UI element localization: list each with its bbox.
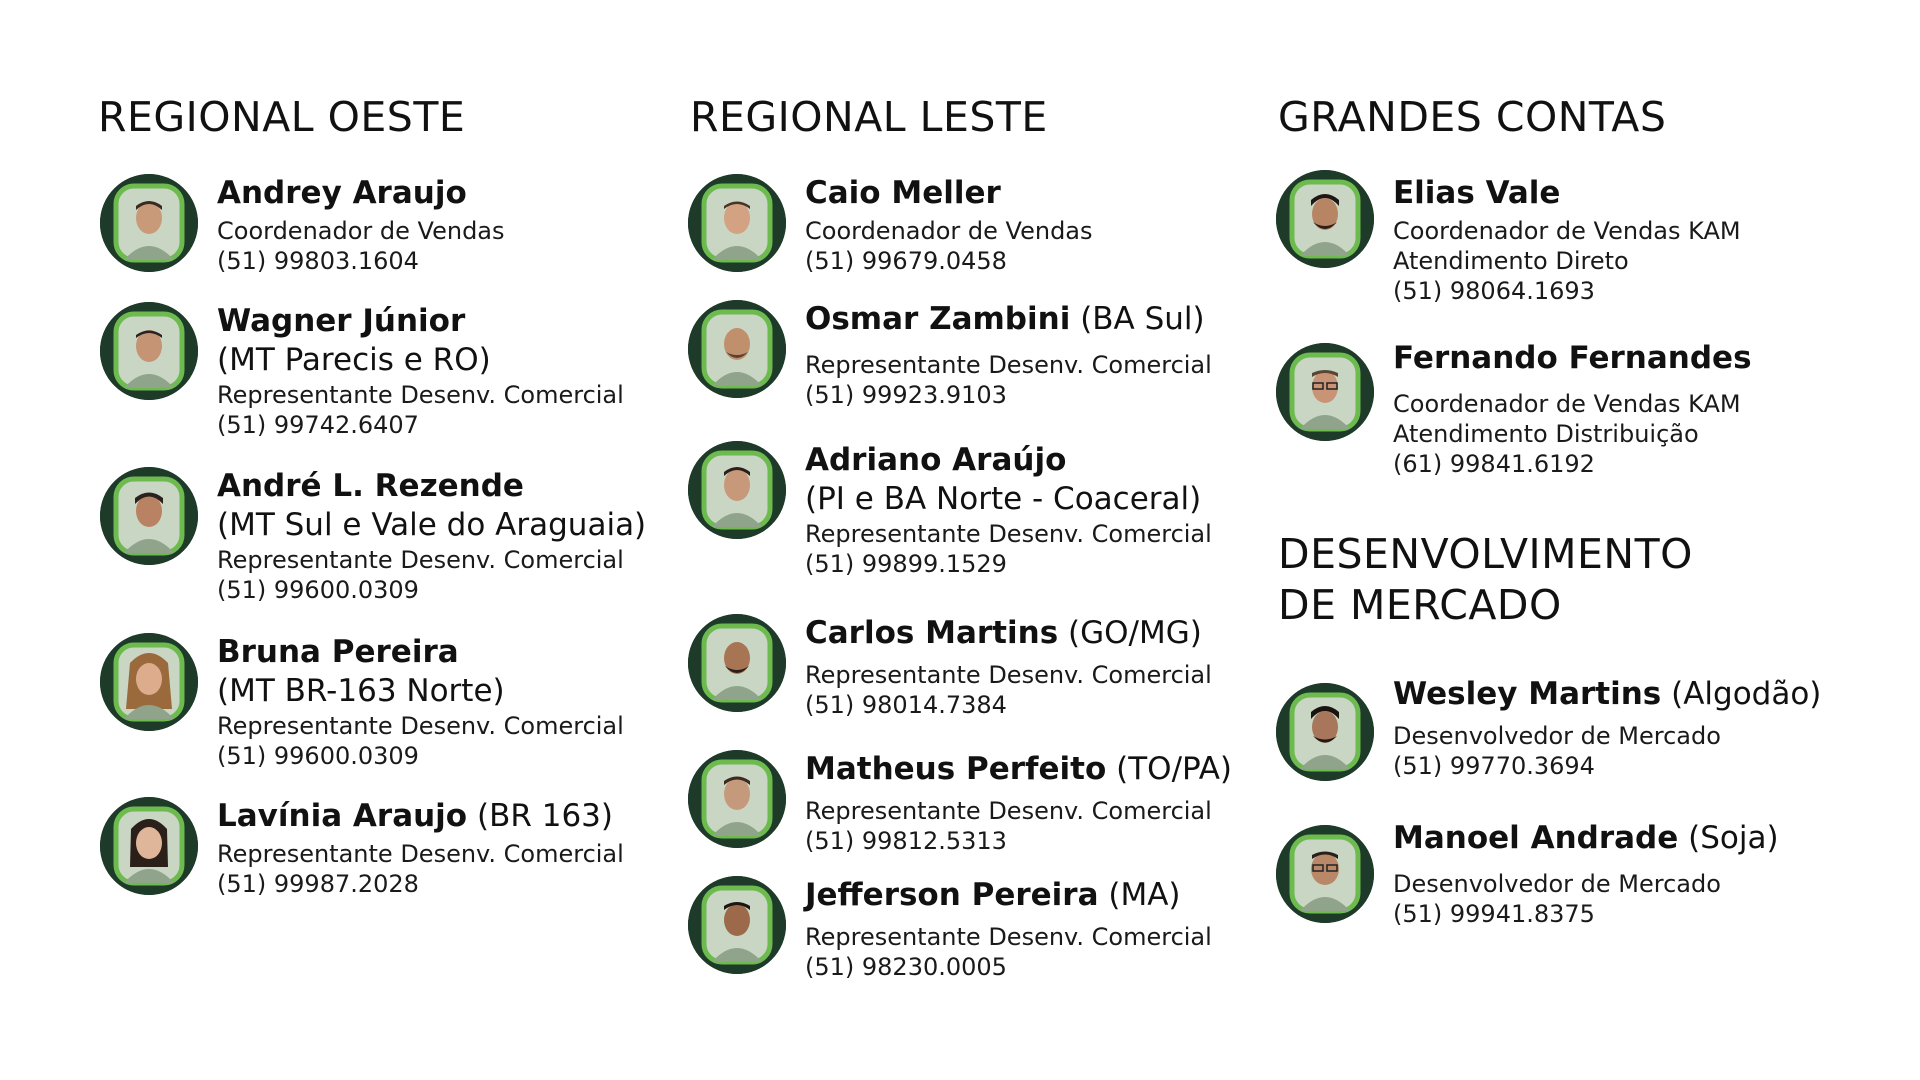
contact-name: Manoel Andrade: [1393, 820, 1679, 856]
contact-name: Caio Meller: [805, 175, 1001, 211]
contact-phone[interactable]: (61) 99841.6192: [1393, 450, 1595, 478]
contact-phone[interactable]: (51) 98230.0005: [805, 953, 1007, 981]
contact-region: (MT BR-163 Norte): [217, 673, 505, 709]
contact-phone[interactable]: (51) 99987.2028: [217, 870, 419, 898]
contact-role-detail: Atendimento Distribuição: [1393, 420, 1699, 448]
contact-phone[interactable]: (51) 98064.1693: [1393, 277, 1595, 305]
contact-region: (GO/MG): [1068, 615, 1202, 651]
contact-role: Coordenador de Vendas KAM: [1393, 217, 1741, 245]
avatar: [688, 750, 786, 848]
avatar: [688, 614, 786, 712]
contact-region: (MA): [1108, 877, 1181, 913]
contact-phone[interactable]: (51) 98014.7384: [805, 691, 1007, 719]
contact-phone[interactable]: (51) 99941.8375: [1393, 900, 1595, 928]
contact-phone[interactable]: (51) 99600.0309: [217, 576, 419, 604]
contact-name: Bruna Pereira: [217, 634, 459, 670]
contact-name: Lavínia Araujo: [217, 798, 468, 834]
avatar: [100, 174, 198, 272]
avatar: [1276, 170, 1374, 268]
contact-role: Coordenador de Vendas KAM: [1393, 390, 1741, 418]
contact-region: (MT Parecis e RO): [217, 342, 491, 378]
contact-phone[interactable]: (51) 99679.0458: [805, 247, 1007, 275]
contact-name: Adriano Araújo: [805, 442, 1067, 478]
contact-region: (BR 163): [476, 798, 613, 834]
heading-grandes-contas: GRANDES CONTAS: [1278, 93, 1667, 141]
contact-phone[interactable]: (51) 99923.9103: [805, 381, 1007, 409]
heading-regional-oeste: REGIONAL OESTE: [98, 93, 466, 141]
avatar: [688, 876, 786, 974]
avatar: [1276, 825, 1374, 923]
contact-role: Representante Desenv. Comercial: [805, 923, 1212, 951]
contact-role: Coordenador de Vendas: [217, 217, 505, 245]
contact-role: Representante Desenv. Comercial: [217, 712, 624, 740]
avatar: [688, 300, 786, 398]
contact-role: Representante Desenv. Comercial: [217, 546, 624, 574]
contact-region: (PI e BA Norte - Coaceral): [805, 481, 1202, 517]
avatar: [688, 441, 786, 539]
contact-role: Desenvolvedor de Mercado: [1393, 722, 1721, 750]
contact-phone[interactable]: (51) 99742.6407: [217, 411, 419, 439]
contact-role-detail: Atendimento Direto: [1393, 247, 1629, 275]
contact-role: Coordenador de Vendas: [805, 217, 1093, 245]
avatar: [100, 797, 198, 895]
contact-role: Representante Desenv. Comercial: [217, 840, 624, 868]
contact-role: Representante Desenv. Comercial: [805, 661, 1212, 689]
contact-role: Desenvolvedor de Mercado: [1393, 870, 1721, 898]
contact-role: Representante Desenv. Comercial: [805, 797, 1212, 825]
contact-role: Representante Desenv. Comercial: [805, 520, 1212, 548]
contact-region: (Algodão): [1671, 676, 1822, 712]
contact-phone[interactable]: (51) 99803.1604: [217, 247, 419, 275]
avatar: [100, 467, 198, 565]
contact-name: Elias Vale: [1393, 175, 1561, 211]
contact-region: (Soja): [1688, 820, 1779, 856]
heading-desenvolvimento: DESENVOLVIMENTO: [1278, 530, 1693, 578]
avatar: [100, 633, 198, 731]
avatar: [688, 174, 786, 272]
contact-phone[interactable]: (51) 99812.5313: [805, 827, 1007, 855]
contact-region: (BA Sul): [1080, 301, 1205, 337]
contact-name: Wagner Júnior: [217, 303, 466, 339]
avatar: [100, 302, 198, 400]
contact-name: Fernando Fernandes: [1393, 340, 1752, 376]
avatar: [1276, 343, 1374, 441]
contact-phone[interactable]: (51) 99770.3694: [1393, 752, 1595, 780]
avatar: [1276, 683, 1374, 781]
contact-name: Andrey Araujo: [217, 175, 467, 211]
contact-name: Jefferson Pereira: [805, 877, 1099, 913]
contact-name: Wesley Martins: [1393, 676, 1662, 712]
heading-regional-leste: REGIONAL LESTE: [690, 93, 1048, 141]
contact-phone[interactable]: (51) 99899.1529: [805, 550, 1007, 578]
contact-phone[interactable]: (51) 99600.0309: [217, 742, 419, 770]
contact-region: (TO/PA): [1116, 751, 1233, 787]
contact-name: Carlos Martins: [805, 615, 1059, 651]
contact-name: Matheus Perfeito: [805, 751, 1107, 787]
contact-role: Representante Desenv. Comercial: [805, 351, 1212, 379]
contact-region: (MT Sul e Vale do Araguaia): [217, 507, 647, 543]
contact-name: André L. Rezende: [217, 468, 524, 504]
heading-de-mercado: DE MERCADO: [1278, 581, 1562, 629]
contact-name: Osmar Zambini: [805, 301, 1071, 337]
contact-role: Representante Desenv. Comercial: [217, 381, 624, 409]
